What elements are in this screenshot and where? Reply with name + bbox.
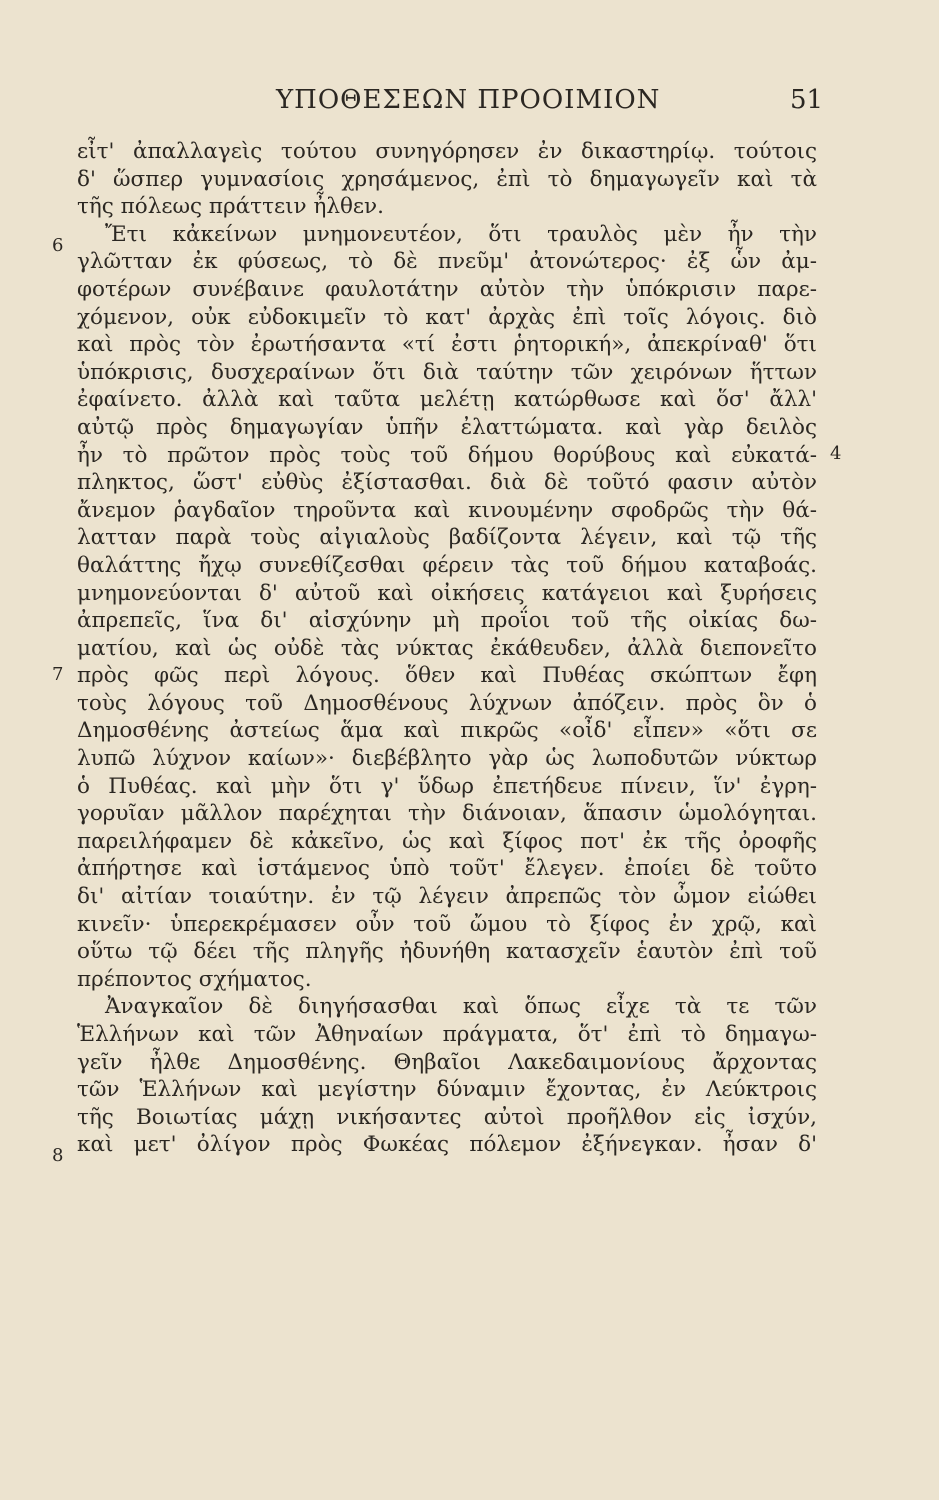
text-line: κινεῖν· ὑπερεκρέμασεν οὖν τοῦ ὤμου τὸ ξίφος ἐν χρῷ, καὶ bbox=[77, 911, 817, 937]
text-line: θαλάττης ἤχῳ συνεθίζεσθαι φέρειν τὰς τοῦ δήμου καταβοάς. bbox=[77, 552, 817, 578]
page-number: 51 bbox=[790, 85, 824, 115]
text-line: λατταν παρὰ τοὺς αἰγιαλοὺς βαδίζοντα λέγειν, καὶ τῷ τῆς bbox=[77, 525, 817, 551]
text-line: ἄνεμον ῥαγδαῖον τηροῦντα καὶ κινουμένην σφοδρῶς τὴν θά- bbox=[77, 497, 817, 523]
text-line: γλῶτταν ἐκ φύσεως, τὸ δὲ πνεῦμ' ἀτονώτερος· ἐξ ὧν ἀμ- bbox=[77, 249, 817, 275]
text-line: τοὺς λόγους τοῦ Δημοσθένους λύχνων ἀπόζειν. πρὸς ὃν ὁ bbox=[77, 690, 817, 716]
text-line: καὶ μετ' ὀλίγον πρὸς Φωκέας πόλεμον ἐξήνεγκαν. ἦσαν δ' bbox=[77, 1132, 817, 1158]
text-line: τῶν Ἑλλήνων καὶ μεγίστην δύναμιν ἔχοντας, ἐν Λεύκτροις bbox=[77, 1077, 817, 1103]
text-line: ὁ Πυθέας. καὶ μὴν ὅτι γ' ὕδωρ ἐπετήδευε πίνειν, ἵν' ἐγρη- bbox=[77, 773, 817, 799]
paragraph-number-6: 6 bbox=[52, 235, 64, 256]
text-line: πρέποντος σχήματος. bbox=[77, 966, 312, 992]
text-line: τῆς Βοιωτίας μάχῃ νικήσαντες αὐτοὶ προῆλθον εἰς ἰσχύν, bbox=[77, 1104, 817, 1130]
margin-note-number: 4 bbox=[830, 443, 842, 464]
paragraph-number-7: 7 bbox=[52, 664, 64, 685]
body-text bbox=[77, 138, 817, 1159]
text-line: πληκτος, ὥστ' εὐθὺς ἐξίστασθαι. διὰ δὲ τοῦτό φασιν αὐτὸν bbox=[77, 470, 817, 496]
text-line: ὑπόκρισις, δυσχεραίνων ὅτι διὰ ταύτην τῶν χειρόνων ἥττων bbox=[77, 359, 817, 385]
text-line: ἦν τὸ πρῶτον πρὸς τοὺς τοῦ δήμου θορύβους καὶ εὐκατά- bbox=[77, 442, 817, 468]
text-line: γεῖν ἦλθε Δημοσθένης. Θηβαῖοι Λακεδαιμονίους ἄρχοντας bbox=[77, 1049, 817, 1075]
text-line: δ' ὥσπερ γυμνασίοις χρησάμενος, ἐπὶ τὸ δημαγωγεῖν καὶ τὰ bbox=[77, 166, 817, 192]
text-line: δι' αἰτίαν τοιαύτην. ἐν τῷ λέγειν ἀπρεπῶς τὸν ὦμον εἰώθει bbox=[77, 884, 817, 910]
text-line: Ἀναγκαῖον δὲ διηγήσασθαι καὶ ὅπως εἶχε τὰ τε τῶν bbox=[105, 994, 817, 1020]
text-line: φοτέρων συνέβαινε φαυλοτάτην αὐτὸν τὴν ὑπόκρισιν παρε- bbox=[77, 276, 817, 302]
text-line: ἐφαίνετο. ἀλλὰ καὶ ταῦτα μελέτῃ κατώρθωσε καὶ ὅσ' ἄλλ' bbox=[77, 387, 817, 413]
text-line: λυπῶ λύχνον καίων»· διεβέβλητο γὰρ ὡς λωποδυτῶν νύκτωρ bbox=[77, 746, 817, 772]
text-line: ἀπρεπεῖς, ἵνα δι' αἰσχύνην μὴ προΐοι τοῦ τῆς οἰκίας δω- bbox=[77, 608, 817, 634]
text-line: Ἑλλήνων καὶ τῶν Ἀθηναίων πράγματα, ὅτ' ἐπὶ τὸ δημαγω- bbox=[77, 1022, 817, 1047]
text-line: τῆς πόλεως πράττειν ἦλθεν. bbox=[77, 194, 384, 220]
text-line: χόμενον, οὐκ εὐδοκιμεῖν τὸ κατ' ἀρχὰς ἐπὶ τοῖς λόγοις. διὸ bbox=[77, 304, 817, 330]
text-line: μνημονεύονται δ' αὐτοῦ καὶ οἰκήσεις κατάγειοι καὶ ξυρήσεις bbox=[77, 580, 817, 606]
text-line: αὐτῷ πρὸς δημαγωγίαν ὑπῆν ἐλαττώματα. καὶ γὰρ δειλὸς bbox=[77, 414, 817, 440]
text-line: ματίου, καὶ ὡς οὐδὲ τὰς νύκτας ἐκάθευδεν, ἀλλὰ διεπονεῖτο bbox=[77, 635, 817, 661]
text-line: εἶτ' ἀπαλλαγεὶς τούτου συνηγόρησεν ἐν δικαστηρίῳ. τούτοις bbox=[77, 139, 817, 164]
text-line: ἀπήρτησε καὶ ἱστάμενος ὑπὸ τοῦτ' ἔλεγεν. ἐποίει δὲ τοῦτο bbox=[77, 856, 817, 882]
text-line: Δημοσθένης ἀστείως ἅμα καὶ πικρῶς «οἶδ' εἶπεν» «ὅτι σε bbox=[77, 718, 817, 744]
text-line: οὕτω τῷ δέει τῆς πληγῆς ἠδυνήθη κατασχεῖν ἑαυτὸν ἐπὶ τοῦ bbox=[77, 939, 817, 965]
header-title: ΥΠΟΘΕΣΕΩΝ ΠΡΟΟΙΜΙΟΝ bbox=[276, 85, 661, 115]
text-line: καὶ πρὸς τὸν ἐρωτήσαντα «τί ἐστι ῥητορική», ἀπεκρίναθ' ὅτι bbox=[77, 332, 817, 358]
text-line: πρὸς φῶς περὶ λόγους. ὅθεν καὶ Πυθέας σκώπτων ἔφη bbox=[77, 663, 817, 689]
text-line: παρειλήφαμεν δὲ κἀκεῖνο, ὡς καὶ ξίφος ποτ' ἐκ τῆς ὀροφῆς bbox=[77, 828, 817, 854]
text-line: γορυῖαν μᾶλλον παρέχηται τὴν διάνοιαν, ἅπασιν ὡμολόγηται. bbox=[77, 801, 817, 827]
text-line: Ἔτι κἀκείνων μνημονευτέον, ὅτι τραυλὸς μὲν ἦν τὴν bbox=[105, 221, 817, 247]
running-header bbox=[0, 85, 939, 125]
paragraph-number-8: 8 bbox=[52, 1145, 64, 1166]
